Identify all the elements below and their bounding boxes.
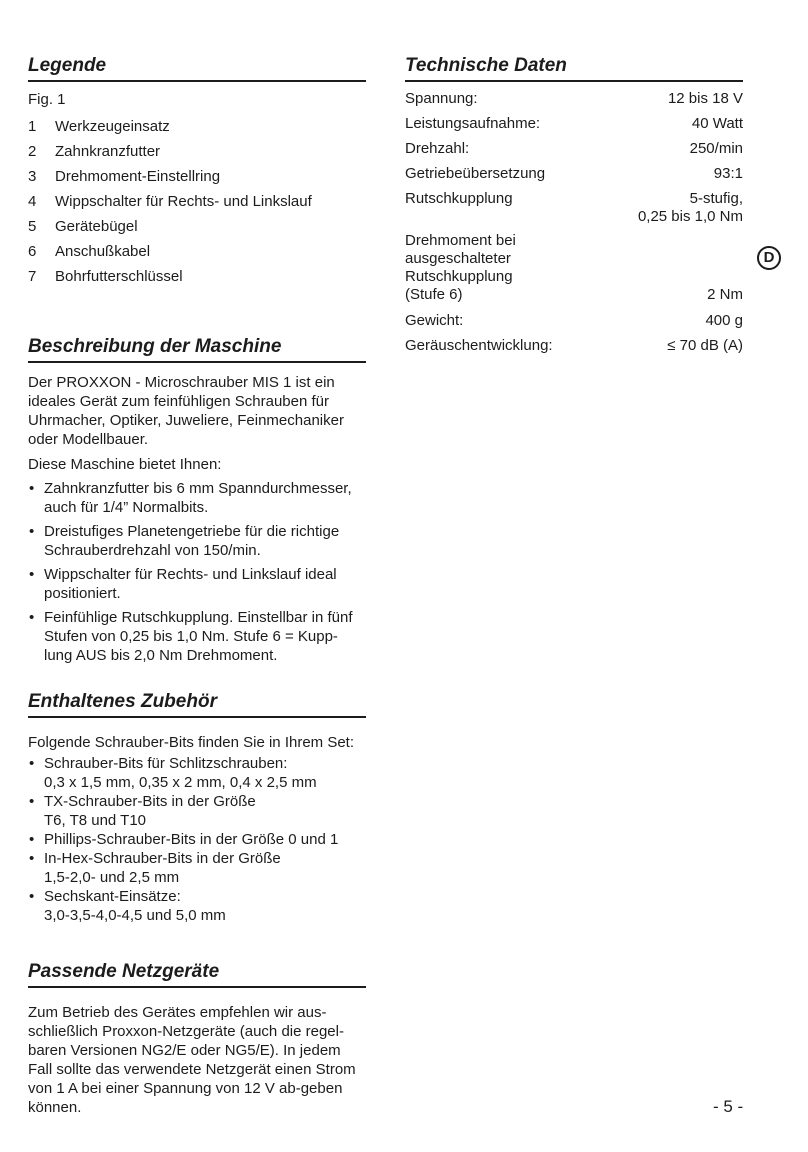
legend-heading: Legende bbox=[28, 54, 366, 82]
list-item: • In-Hex-Schrauber-Bits in der Größe 1,5-2,0- und 2,5 mm bbox=[28, 849, 366, 887]
table-row: Spannung: 12 bis 18 V bbox=[405, 90, 743, 107]
list-item: 5 Gerätebügel bbox=[28, 218, 138, 235]
accessories-list bbox=[28, 754, 366, 925]
description-offer: Diese Maschine bietet Ihnen: bbox=[28, 456, 222, 473]
description-heading: Beschreibung der Maschine bbox=[28, 335, 366, 363]
list-item: • Zahnkranzfutter bis 6 mm Spanndurchmesser, auch für 1/4” Normalbits. bbox=[28, 479, 366, 517]
legend-section bbox=[28, 54, 366, 289]
list-item: • Phillips-Schrauber-Bits in der Größe 0 und 1 bbox=[28, 830, 366, 849]
legend-list bbox=[28, 114, 366, 289]
description-section bbox=[28, 335, 366, 670]
table-row: Gewicht: 400 g bbox=[405, 312, 743, 329]
list-item: • TX-Schrauber-Bits in der Größe T6, T8 und T10 bbox=[28, 792, 366, 830]
accessories-heading: Enthaltenes Zubehör bbox=[28, 690, 366, 718]
technical-data-table bbox=[405, 90, 743, 362]
technical-data-section bbox=[405, 54, 743, 362]
table-row: Leistungsaufnahme: 40 Watt bbox=[405, 115, 743, 132]
accessories-intro: Folgende Schrauber-Bits finden Sie in Ihrem Set: bbox=[28, 734, 355, 751]
list-item: • Dreistufiges Planetengetriebe für die richtige Schrauberdrehzahl von 150/min. bbox=[28, 522, 366, 560]
list-item: 7 Bohrfutterschlüssel bbox=[28, 268, 183, 285]
power-supply-section bbox=[28, 960, 366, 1117]
table-row: Drehmoment bei ausgeschalteter Rutschkupplung (Stufe 6) 2 Nm bbox=[405, 232, 743, 303]
list-item: • Schrauber-Bits für Schlitzschrauben: 0,3 x 1,5 mm, 0,35 x 2 mm, 0,4 x 2,5 mm bbox=[28, 754, 366, 792]
figure-label: Fig. 1 bbox=[28, 91, 66, 108]
description-intro: Der PROXXON - Microschrauber MIS 1 ist ein ideales Gerät zum feinfühligen Schrauben für Uhrmacher, Optiker, Juweliere, Feinmechaniker oder Modellbauer. bbox=[28, 374, 344, 448]
power-supply-text: Zum Betrieb des Gerätes empfehlen wir aus-schließlich Proxxon-Netzgeräte (auch die regel-baren Versionen NG2/E oder NG5/E). In jedem Fall sollte das verwendete Netzgerät einen Strom von 1 A bei einer Spannung von 12 V ab-geben können. bbox=[28, 1004, 356, 1116]
table-row: Rutschkupplung 5-stufig, 0,25 bis 1,0 Nm bbox=[405, 190, 743, 225]
table-row: Drehzahl: 250/min bbox=[405, 140, 743, 157]
list-item: 3 Drehmoment-Einstellring bbox=[28, 168, 221, 185]
page-number: - 5 - bbox=[713, 1097, 744, 1116]
power-supply-heading: Passende Netzgeräte bbox=[28, 960, 366, 988]
list-item: 6 Anschußkabel bbox=[28, 243, 151, 260]
table-row: Geräuschentwicklung: ≤ 70 dB (A) bbox=[405, 337, 743, 354]
technical-data-heading: Technische Daten bbox=[405, 54, 743, 82]
list-item: 4 Wippschalter für Rechts- und Linkslauf bbox=[28, 193, 312, 210]
feature-list bbox=[28, 479, 366, 665]
list-item: 1 Werkzeugeinsatz bbox=[28, 118, 170, 135]
table-row: Getriebeübersetzung 93:1 bbox=[405, 165, 743, 182]
language-badge: D bbox=[757, 246, 781, 270]
list-item: • Feinfühlige Rutschkupplung. Einstellbar in fünf Stufen von 0,25 bis 1,0 Nm. Stufe 6 = Kupp-lung AUS bis 2,0 Nm Drehmoment. bbox=[28, 608, 366, 665]
list-item: 2 Zahnkranzfutter bbox=[28, 143, 161, 160]
list-item: • Sechskant-Einsätze: 3,0-3,5-4,0-4,5 und 5,0 mm bbox=[28, 887, 366, 925]
accessories-section bbox=[28, 690, 366, 925]
list-item: • Wippschalter für Rechts- und Linkslauf ideal positioniert. bbox=[28, 565, 366, 603]
